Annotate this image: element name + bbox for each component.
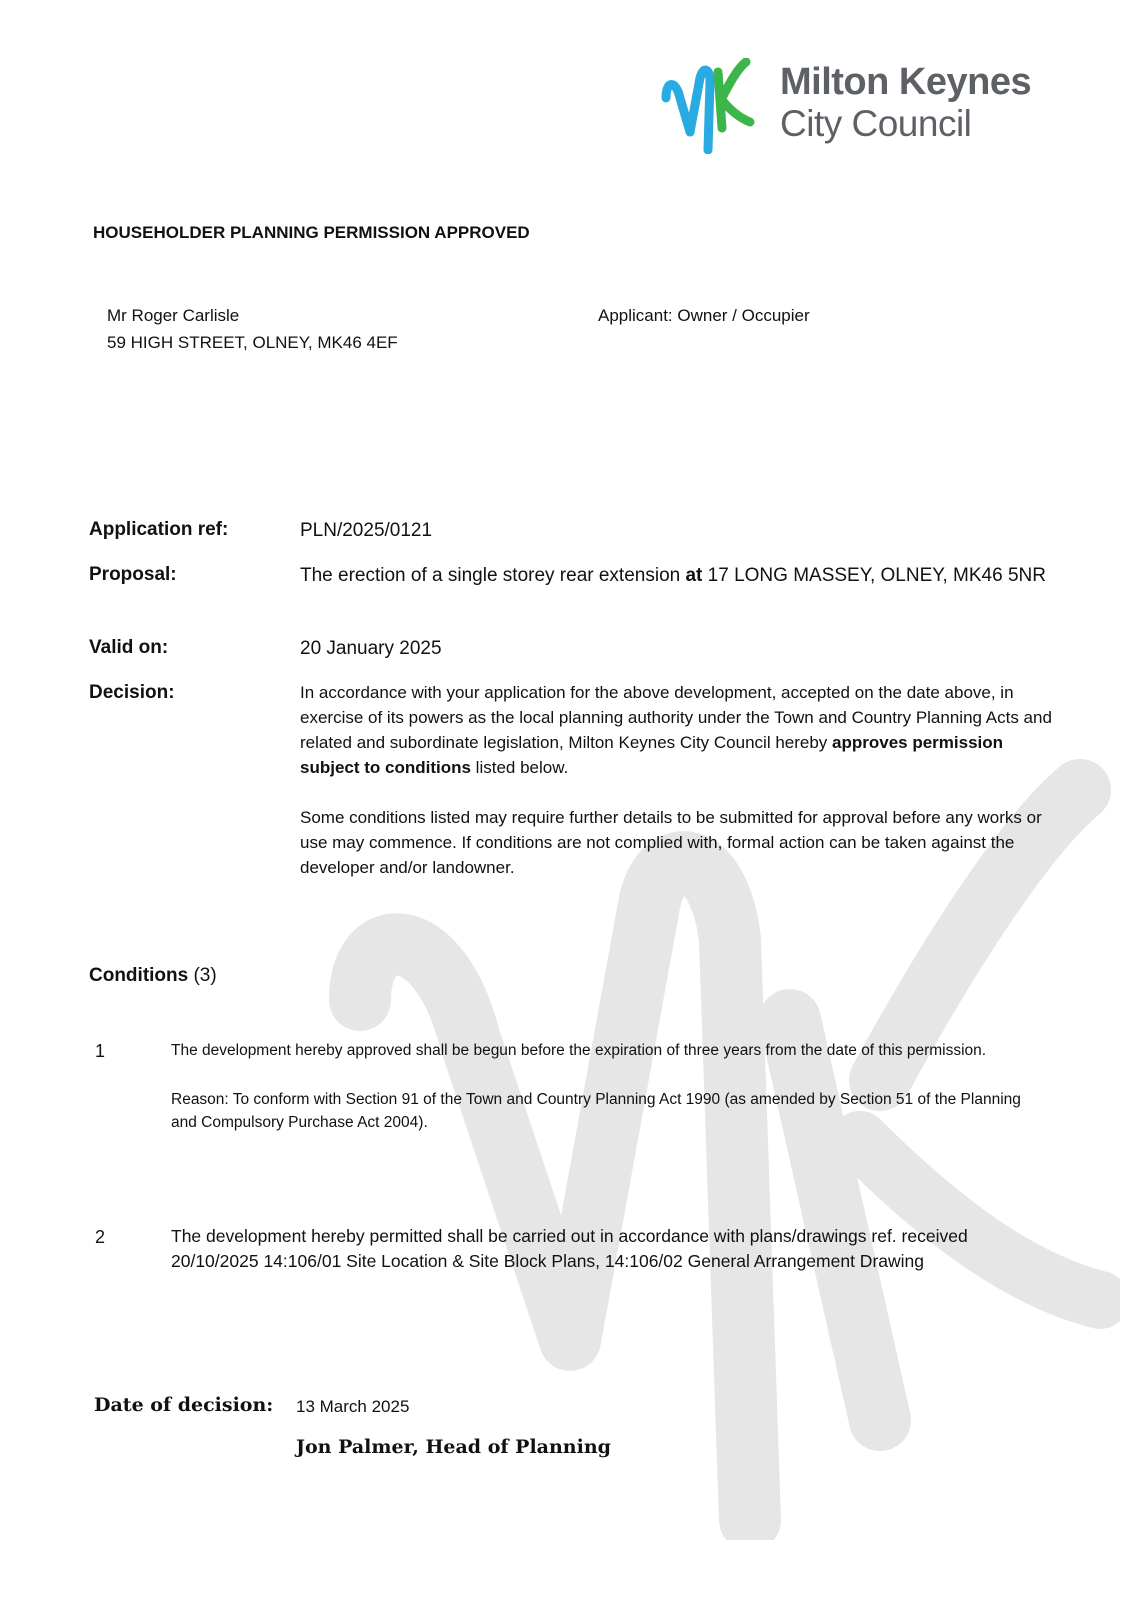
decision-p1-bold: approves permission subject to conditions (300, 733, 1004, 777)
condition-item: The development hereby permitted shall be carried out in accordance with plans/drawings ref. received 20/10/2025 14:106/01 Site Location & Site Block Plans, 14:106/02 General Arrangement Drawing (171, 1226, 968, 1271)
logo-line-2: City Council (780, 103, 972, 144)
decision-text (300, 680, 1060, 905)
decision-p1-post: listed below. (470, 758, 569, 777)
logo-line-1: Milton Keynes (780, 61, 1032, 103)
decision-p1-pre: In accordance with your application for the above development, accepted on the date above, in exercise of its powers as the local planning authority under the Town and Country Planning Acts and related and subordinate legislation, Milton Keynes City Council hereby (300, 683, 1052, 752)
date-of-decision-value: 13 March 2025 (296, 1397, 410, 1416)
conditions-count: (3) (193, 965, 217, 986)
valid-on-value: 20 January 2025 (300, 638, 442, 659)
addressee-address: 59 HIGH STREET, OLNEY, MK46 4EF (107, 333, 398, 352)
condition-item (171, 1039, 1051, 1160)
mk-logo-mark-icon (660, 58, 760, 154)
proposal-text-post: 17 LONG MASSEY, OLNEY, MK46 5NR (702, 565, 1046, 586)
addressee-name: Mr Roger Carlisle (107, 306, 240, 325)
document-heading: HOUSEHOLDER PLANNING PERMISSION APPROVED (93, 223, 530, 242)
applicant-type: Applicant: Owner / Occupier (598, 306, 810, 325)
date-of-decision-label: Date of decision: (94, 1394, 274, 1416)
logo-text (780, 60, 1031, 144)
proposal-value (300, 561, 1055, 590)
conditions-heading (89, 965, 217, 987)
council-logo (668, 58, 1068, 158)
condition-reason: Reason: To conform with Section 91 of the Town and Country Planning Act 1990 (as amended by Section 51 of the Planning and Compulsory Purchase Act 2004). (171, 1091, 1021, 1131)
addressee-block (107, 302, 398, 356)
condition-number: 2 (95, 1227, 106, 1247)
decision-paragraph-2: Some conditions listed may require further details to be submitted for approval before any works or use may commence. If conditions are not complied with, formal action can be taken against the developer and/or landowner. (300, 808, 1042, 877)
valid-on-label: Valid on: (89, 637, 169, 658)
decision-label: Decision: (89, 682, 175, 703)
conditions-title: Conditions (89, 965, 189, 986)
proposal-text-at: at (685, 565, 703, 586)
application-ref-label: Application ref: (89, 519, 229, 540)
application-ref-value: PLN/2025/0121 (300, 520, 433, 541)
condition-number: 1 (95, 1041, 106, 1061)
proposal-label: Proposal: (89, 564, 177, 585)
condition-text: The development hereby approved shall be begun before the expiration of three years from the date of this permission. (171, 1042, 987, 1059)
signatory: Jon Palmer, Head of Planning (296, 1436, 611, 1458)
proposal-text-pre: The erection of a single storey rear extension (300, 565, 686, 586)
decision-paragraph-1 (300, 680, 1060, 780)
